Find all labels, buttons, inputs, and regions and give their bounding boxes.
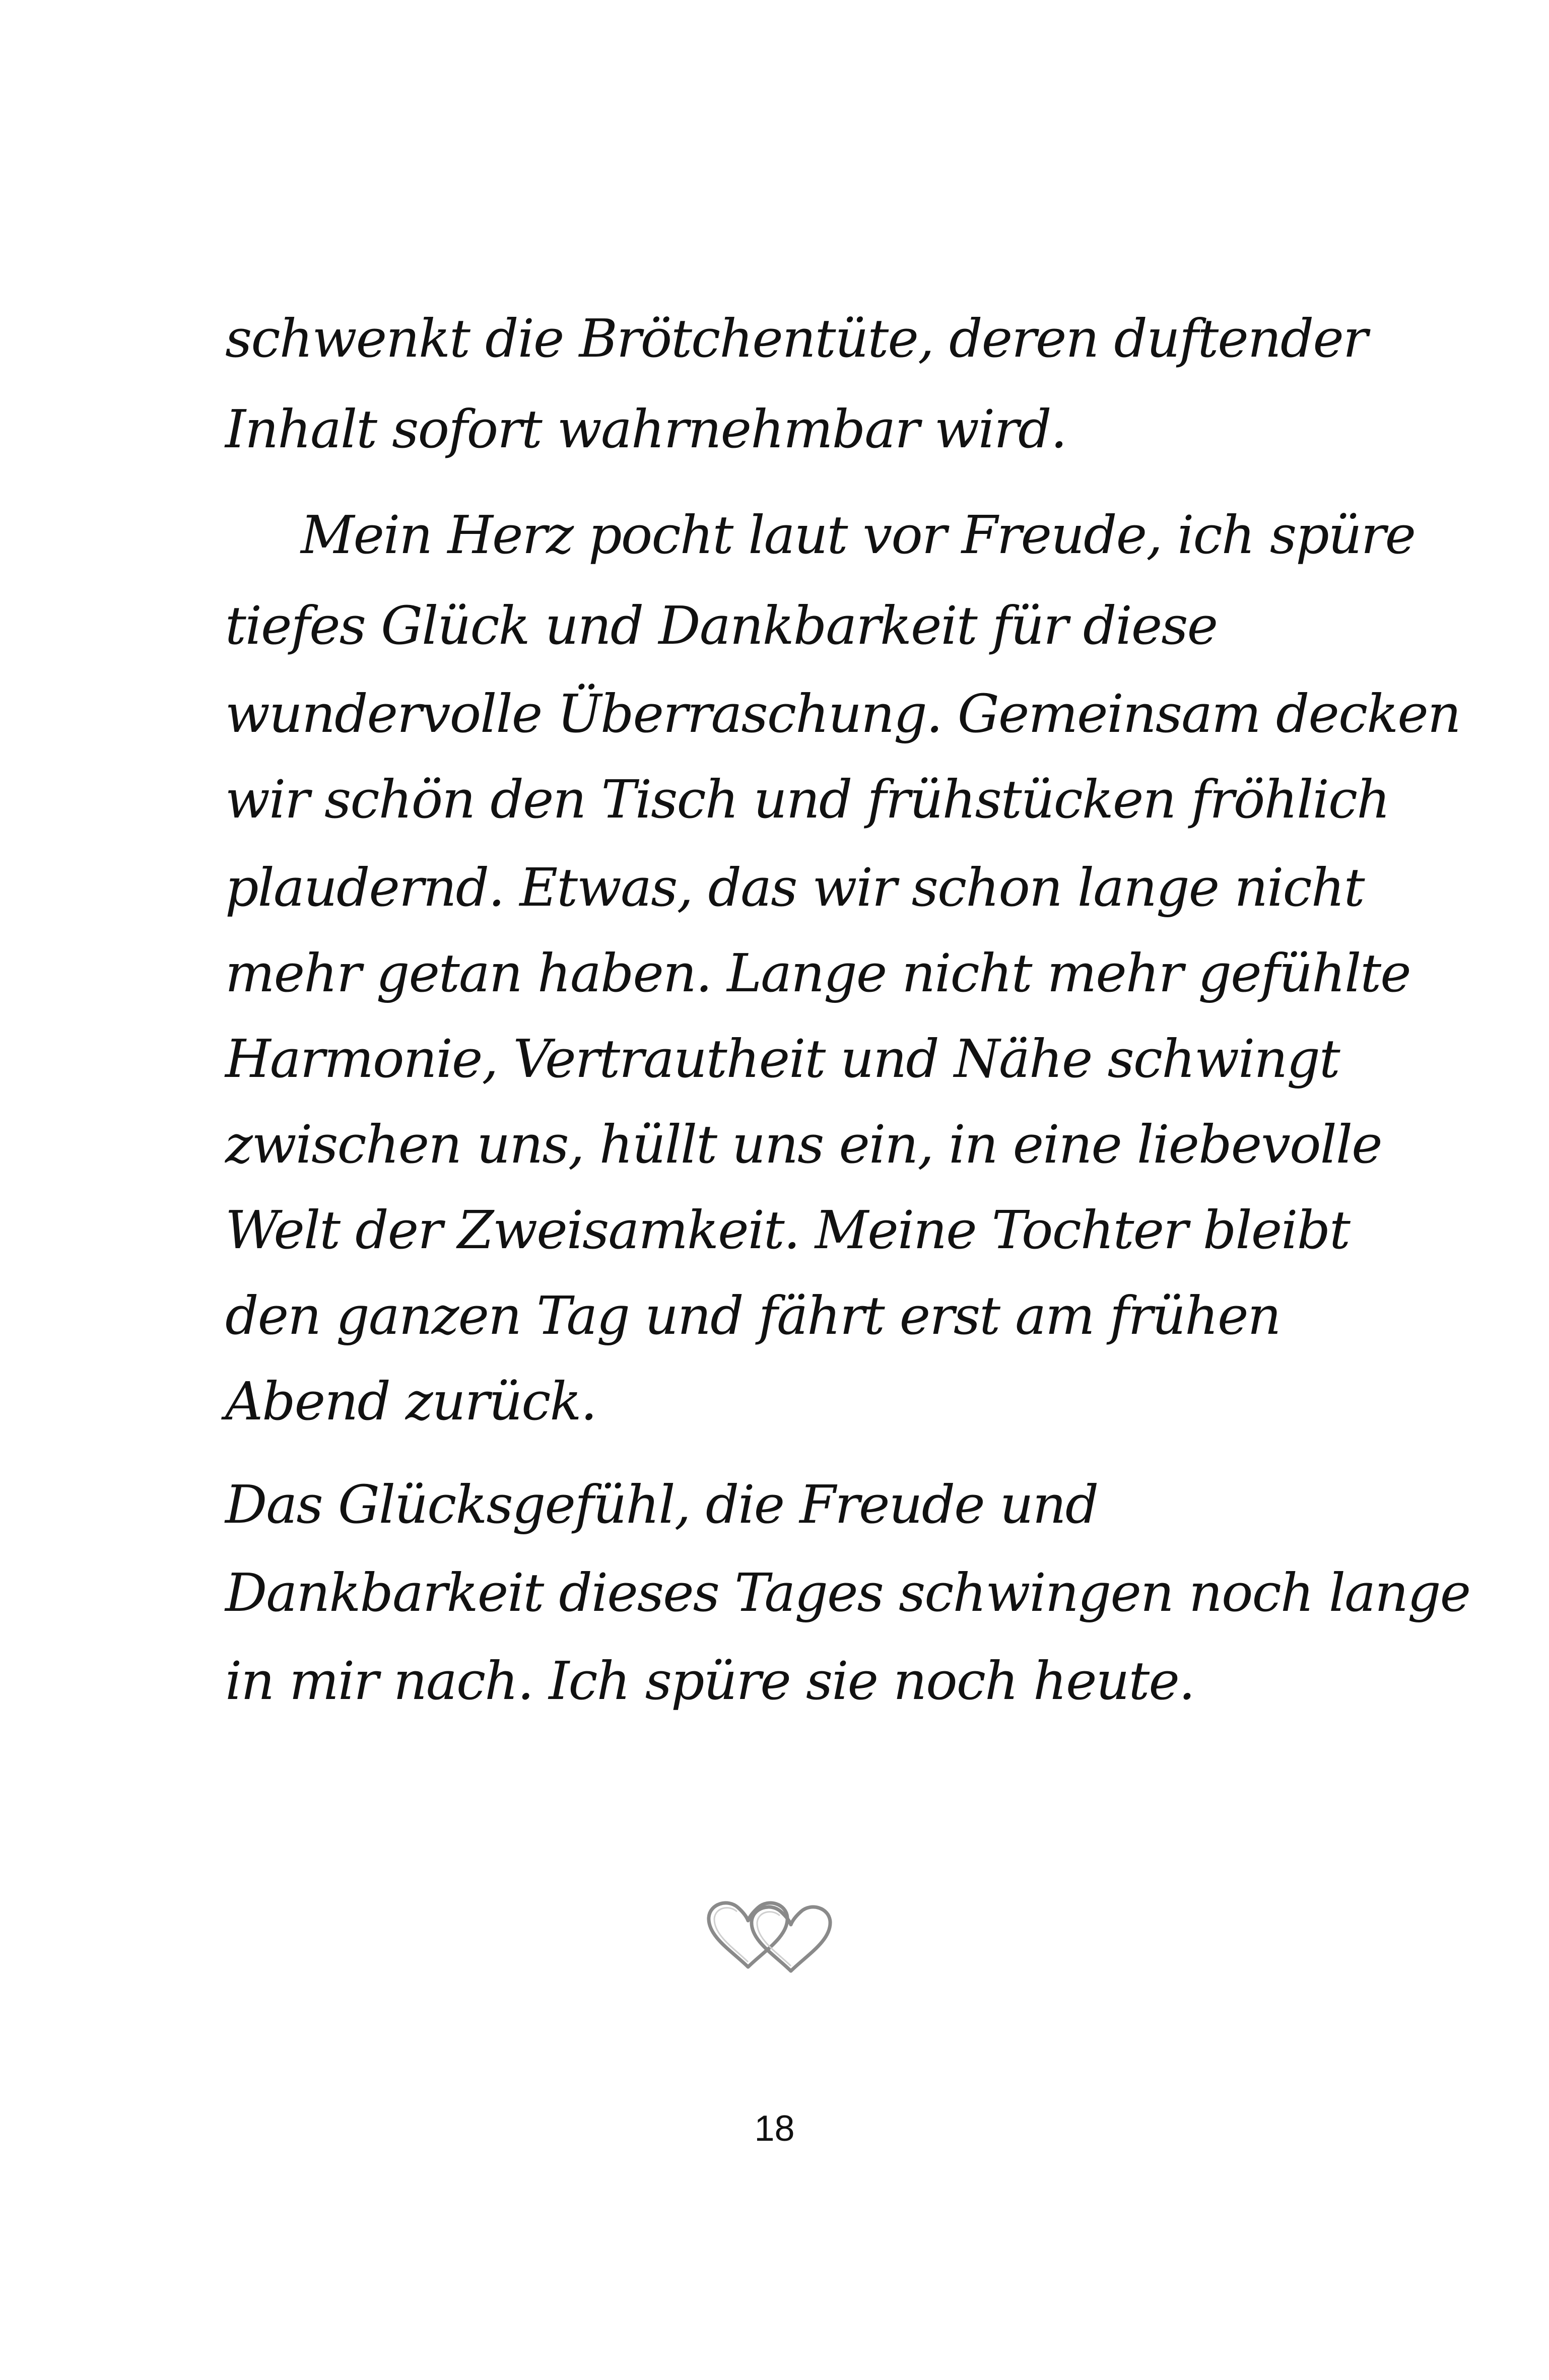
text-line: in mir nach. Ich spüre sie noch heute. [225, 1650, 1194, 1712]
text-line: schwenkt die Brötchentüte, deren duftender [225, 308, 1367, 369]
text-line: Harmonie, Vertrautheit und Nähe schwingt [225, 1028, 1339, 1090]
text-line: zwischen uns, hüllt uns ein, in eine liebevolle [225, 1114, 1382, 1175]
text-line: wundervolle Überraschung. Gemeinsam decken [225, 683, 1460, 744]
text-line: Dankbarkeit dieses Tages schwingen noch lange [225, 1562, 1470, 1623]
text-line: Inhalt sofort wahrnehmbar wird. [225, 398, 1066, 460]
text-line: tiefes Glück und Dankbarkeit für diese [225, 595, 1218, 656]
page-number: 18 [754, 2109, 795, 2149]
text-line: mehr getan haben. Lange nicht mehr gefühlte [225, 942, 1410, 1004]
text-line: den ganzen Tag und fährt erst am frühen [225, 1285, 1281, 1346]
text-line: Welt der Zweisamkeit. Meine Tochter bleibt [225, 1199, 1350, 1261]
text-line: Das Glücksgefühl, die Freude und [225, 1474, 1098, 1535]
text-line: Abend zurück. [225, 1371, 596, 1432]
text-line: wir schön den Tisch und frühstücken fröhlich [225, 769, 1390, 830]
double-heart-icon [698, 1891, 841, 1977]
text-line: Mein Herz pocht laut vor Freude, ich spüre [301, 504, 1416, 566]
text-line: plaudernd. Etwas, das wir schon lange nicht [225, 857, 1364, 918]
